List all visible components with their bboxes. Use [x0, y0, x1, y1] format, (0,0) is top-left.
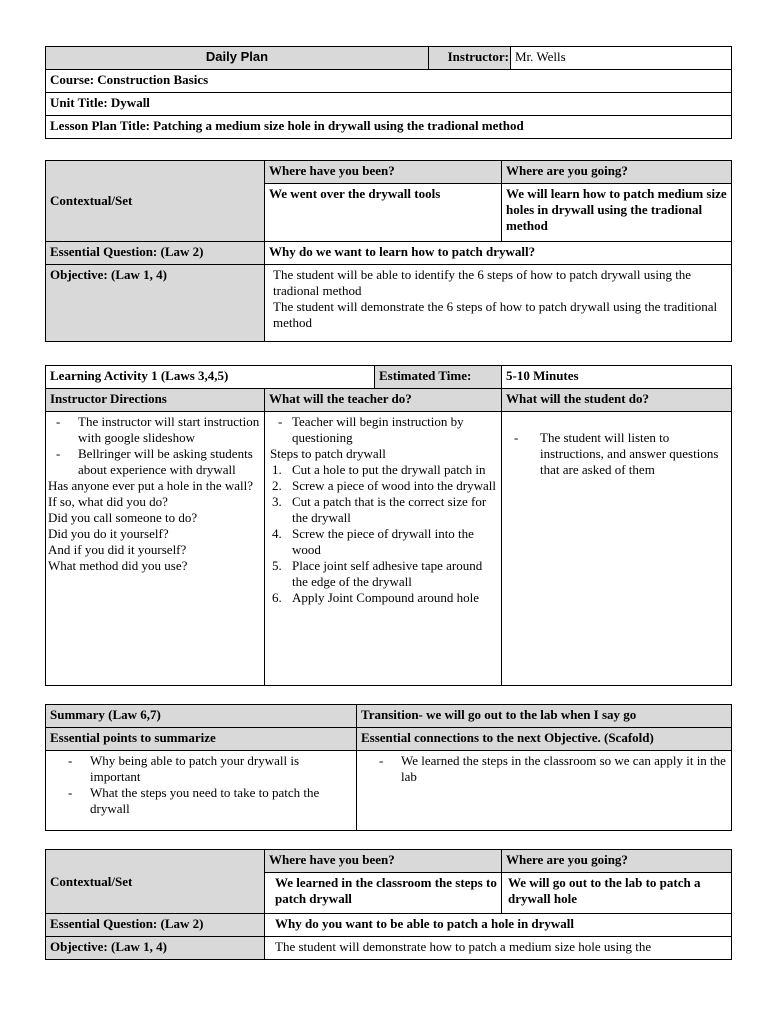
transition-text: Transition- we will go out to the lab when I say go	[357, 705, 732, 728]
question-line: Did you do it yourself?	[48, 526, 169, 541]
question-line: And if you did it yourself?	[48, 542, 187, 557]
question-line: What method did you use?	[48, 558, 188, 573]
student-do-header: What will the student do?	[502, 389, 732, 412]
instructor-value: Mr. Wells	[511, 47, 732, 70]
contextual-label: Contextual/Set	[46, 161, 265, 242]
course-title: Course: Construction Basics	[46, 70, 732, 93]
list-item: - The student will listen to instructions, and answer questions that are asked of them	[506, 430, 727, 478]
lesson-plan-title: Lesson Plan Title: Patching a medium size hole in drywall using the tradional method	[46, 116, 732, 139]
contextual-table-1	[45, 160, 732, 342]
question-line: Did you call someone to do?	[48, 510, 198, 525]
teacher-bullets	[270, 414, 497, 446]
summary-title: Summary (Law 6,7)	[46, 705, 357, 728]
instructor-bullets	[48, 414, 260, 478]
unit-title: Unit Title: Dywall	[46, 93, 732, 116]
going-text: We will go out to the lab to patch a drywall hole	[502, 873, 732, 914]
essential-question-label: Essential Question: (Law 2)	[46, 242, 265, 265]
objective-text-1: The student will be able to identify the 6 steps of how to patch drywall using the tradional method	[273, 267, 692, 298]
objective-label: Objective: (Law 1, 4)	[46, 937, 265, 960]
list-item: 4. Screw the piece of drywall into the wood	[272, 526, 474, 557]
estimated-time-label: Estimated Time:	[375, 366, 502, 389]
instructor-directions-header: Instructor Directions	[46, 389, 265, 412]
daily-plan-title: Daily Plan	[46, 47, 429, 70]
activity-title: Learning Activity 1 (Laws 3,4,5)	[46, 366, 375, 389]
essential-connections-header: Essential connections to the next Objective. (Scafold)	[357, 728, 732, 751]
list-item: - Bellringer will be asking students about experience with drywall	[48, 446, 260, 478]
essential-question-text: Why do we want to learn how to patch drywall?	[265, 242, 732, 265]
student-bullets	[506, 430, 727, 478]
list-item: 1. Cut a hole to put the drywall patch in	[272, 462, 486, 477]
list-item: - What the steps you need to take to patch the drywall	[60, 785, 352, 817]
essential-points-header: Essential points to summarize	[46, 728, 357, 751]
contextual-table-2	[45, 849, 732, 960]
header-table	[45, 46, 732, 139]
going-text: We will learn how to patch medium size holes in drywall using the tradional method	[502, 184, 732, 242]
list-item: 5. Place joint self adhesive tape around the edge of the drywall	[272, 558, 483, 589]
question-line: Has anyone ever put a hole in the wall?	[48, 478, 254, 493]
instructor-label: Instructor:	[429, 47, 511, 70]
list-item: 3. Cut a patch that is the correct size for the drywall	[272, 494, 487, 525]
objective-text-2: The student will demonstrate the 6 steps of how to patch drywall using the traditional method	[273, 299, 718, 330]
essential-question-label: Essential Question: (Law 2)	[46, 914, 265, 937]
list-item: - We learned the steps in the classroom so we can apply it in the lab	[371, 753, 727, 785]
list-item: - Why being able to patch your drywall is important	[60, 753, 352, 785]
summary-connections	[371, 753, 727, 785]
list-item: - The instructor will start instruction with google slideshow	[48, 414, 260, 446]
been-header: Where have you been?	[265, 161, 502, 184]
steps-label: Steps to patch drywall	[270, 446, 386, 461]
going-header: Where are you going?	[502, 850, 732, 873]
going-header: Where are you going?	[502, 161, 732, 184]
list-item: 6. Apply Joint Compound around hole	[272, 590, 480, 605]
teacher-do-header: What will the teacher do?	[265, 389, 502, 412]
summary-table	[45, 704, 732, 831]
question-line: If so, what did you do?	[48, 494, 168, 509]
learning-activity-table	[45, 365, 732, 686]
estimated-time-value: 5-10 Minutes	[502, 366, 732, 389]
summary-points	[60, 753, 352, 817]
essential-question-text: Why do you want to be able to patch a hole in drywall	[265, 914, 732, 937]
been-header: Where have you been?	[265, 850, 502, 873]
contextual-label: Contextual/Set	[46, 850, 265, 914]
list-item: 2. Screw a piece of wood into the drywall	[272, 478, 496, 493]
steps-list	[270, 462, 497, 606]
been-text: We learned in the classroom the steps to patch drywall	[265, 873, 502, 914]
list-item: - Teacher will begin instruction by questioning	[270, 414, 497, 446]
objective-label: Objective: (Law 1, 4)	[46, 265, 265, 342]
been-text: We went over the drywall tools	[265, 184, 502, 242]
objective-text: The student will demonstrate how to patch a medium size hole using the	[265, 937, 732, 960]
